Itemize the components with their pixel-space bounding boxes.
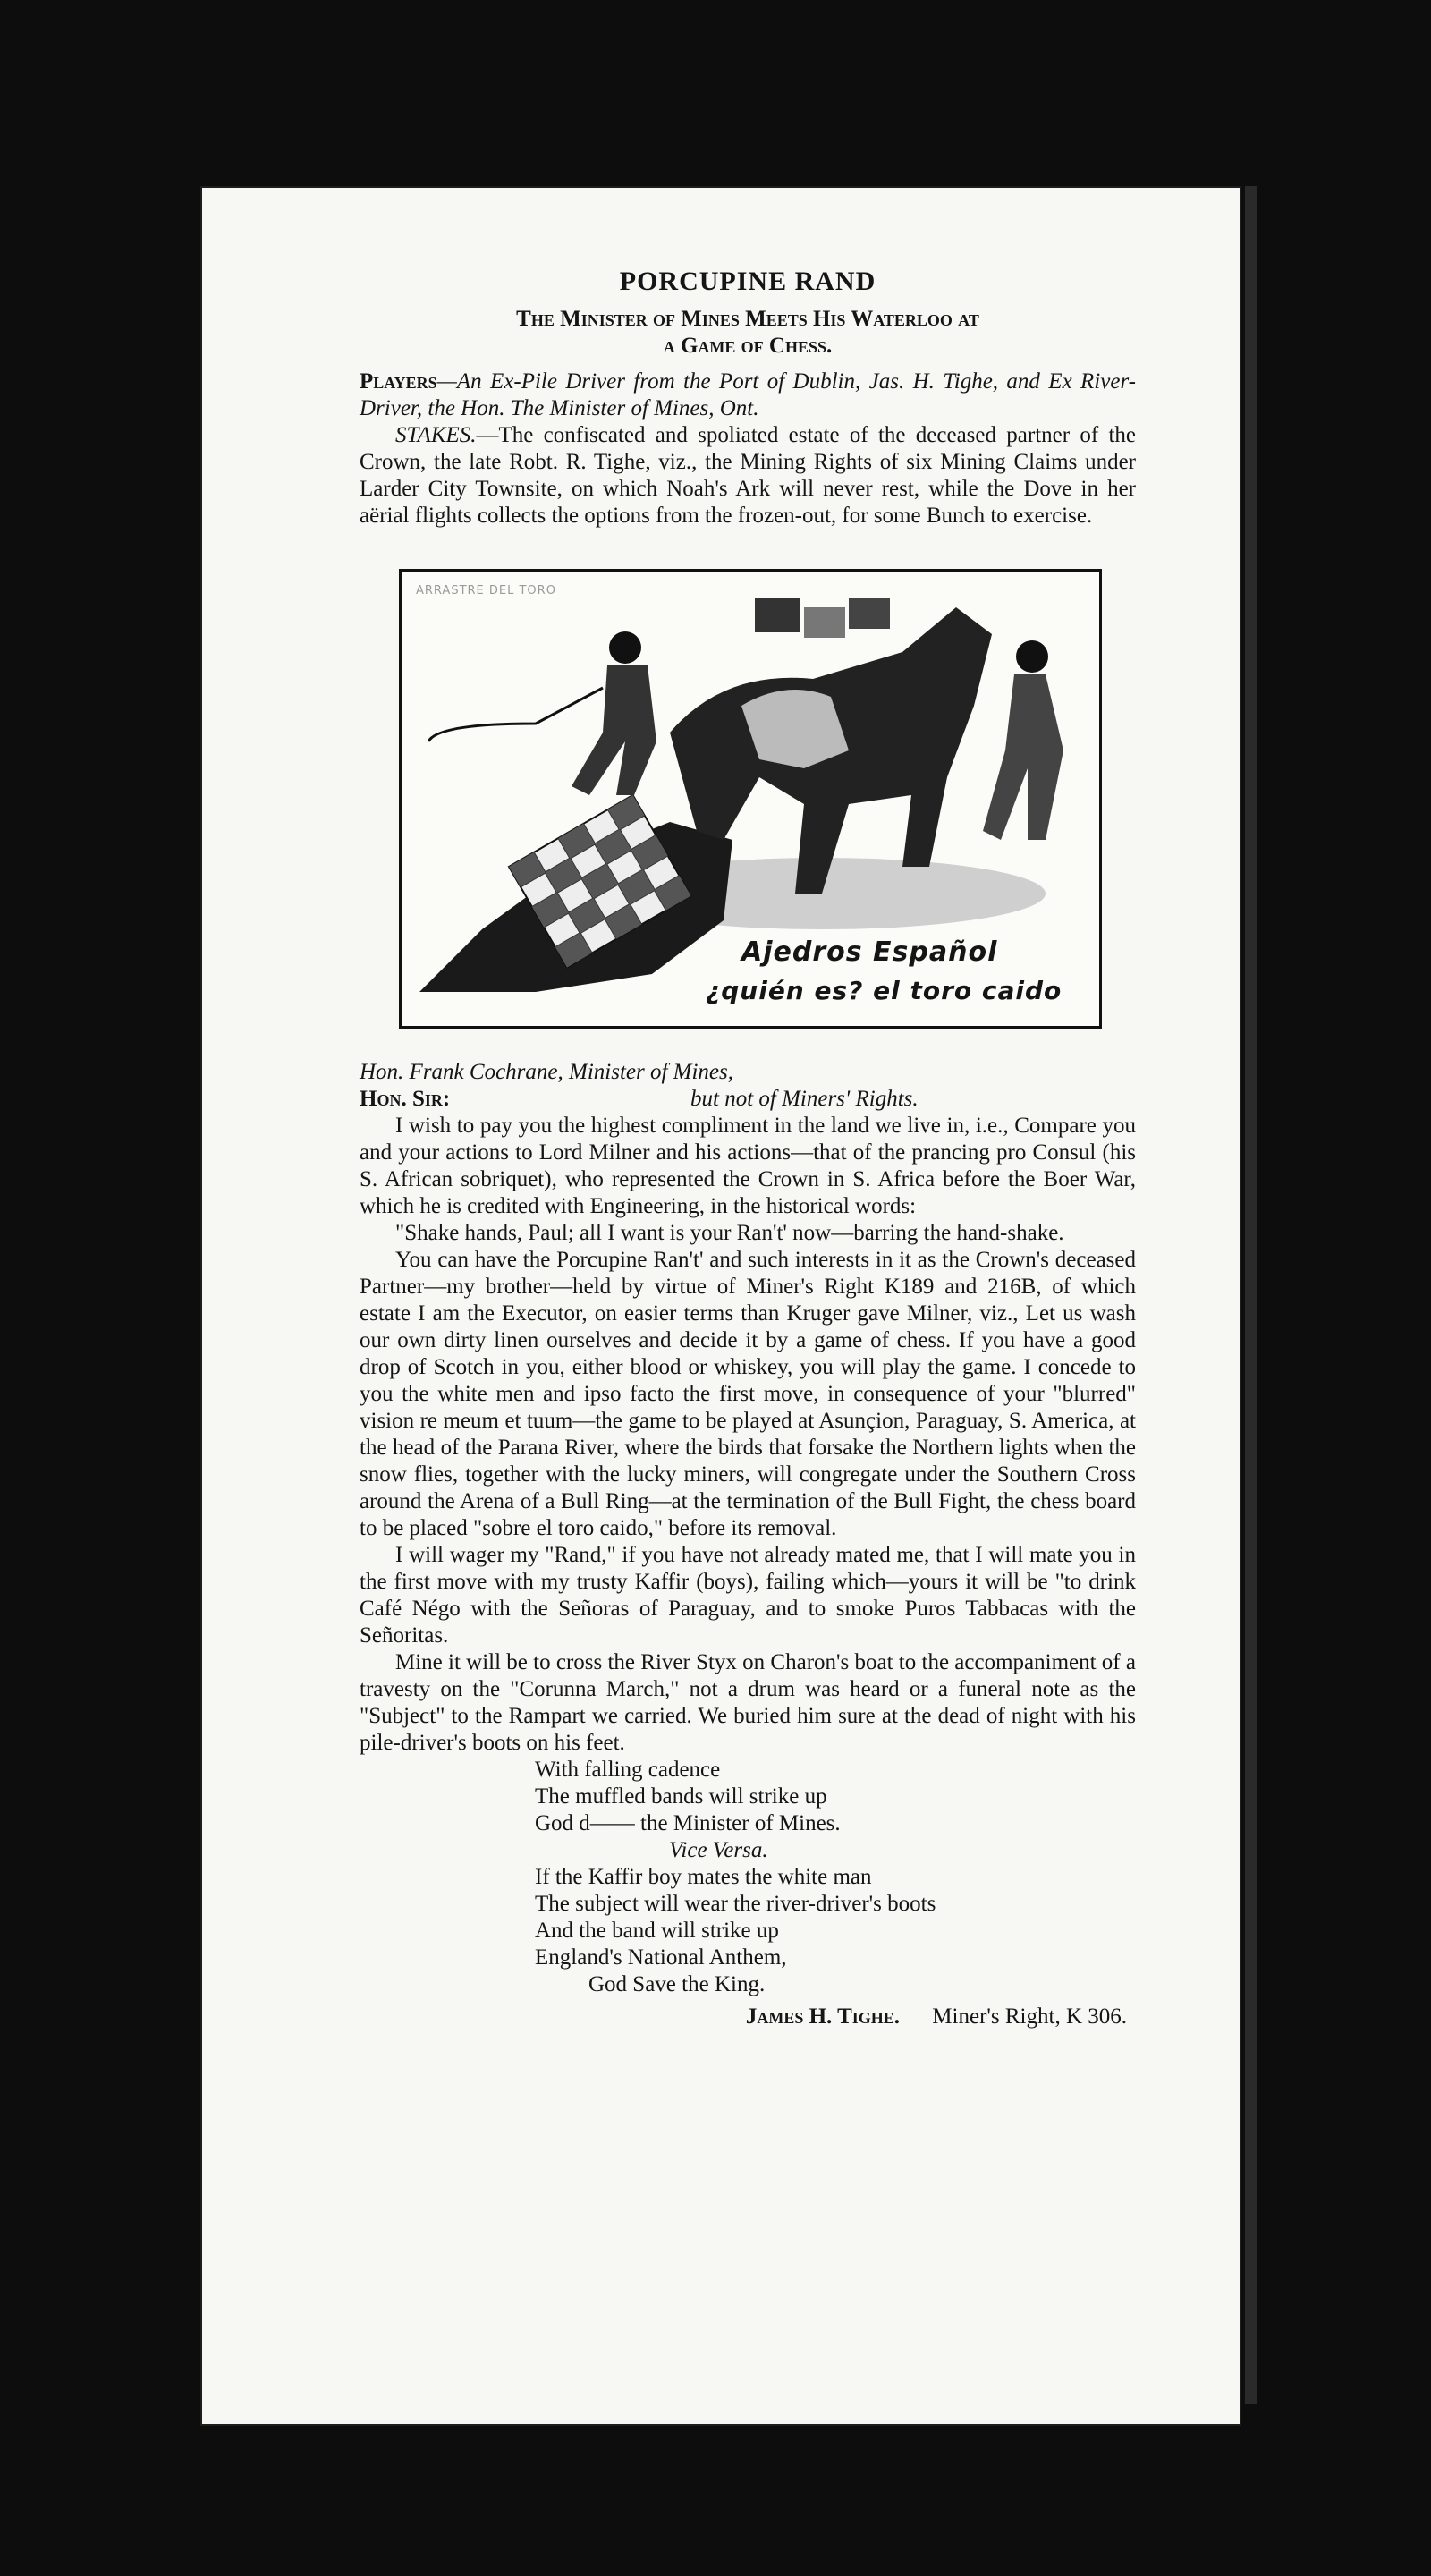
letter-body: [360, 1059, 1136, 2030]
letter-paragraph-4: I will wager my "Rand," if you have not already mated me, that I will mate you in the first move with my trusty Kaffir (boys), failing which—yours it will be "to drink Café Négo with the Señoras of Paraguay, and to smoke Puros Tabbacas with the Señoritas.: [360, 1543, 1136, 1648]
stakes-paragraph: [360, 422, 1136, 530]
addressee-text: Hon. Frank Cochrane, Minister of Mines,: [360, 1060, 734, 1084]
salutation: Hon. Sir:: [360, 1087, 451, 1111]
vice-versa: [669, 1837, 1136, 1864]
letter-addressee: [360, 1059, 1136, 1086]
signature-name: James H. Tighe.: [745, 2004, 901, 2029]
letter-paragraph-2: "Shake hands, Paul; all I want is your Ran't' now—barring the hand-shake.: [395, 1221, 1064, 1245]
flag-2: [804, 607, 845, 638]
document-page: [202, 188, 1240, 2424]
signature-miners-right: Miner's Right, K 306.: [932, 2004, 1127, 2029]
verse2-line-1: If the Kaffir boy mates the white man: [535, 1865, 872, 1889]
subtitle-line-2: a Game of Chess.: [663, 334, 833, 358]
letter-paragraph-3: You can have the Porcupine Ran't' and such interests in it as the Crown's deceased Partner—my brother—held by virtue of Miner's Right K189 and 216B, of which estate I am the Executor, on easier terms than Kruger gave Milner, viz., Let us wash our own dirty linen ourselves and decide it by a game of chess. If you have a good drop of Scotch in you, either blood or whiskey, you will play the game. I concede to you the white men and ipso facto the first move, in consequence of your "blurred" vision re meum et tuum—the game to be played at Asunçion, Paraguay, S. America, at the head of the Parana River, where the birds that forsake the Northern lights when the snow flies, together with the lucky miners, will congregate under the Southern Cross around the Arena of a Bull Ring—at the termination of the Bull Fight, the chess board to be placed "sobre el toro caido," before its removal.: [360, 1248, 1136, 1540]
salutation-tail: [690, 1086, 919, 1113]
verse-line-3: God d—— the Minister of Mines.: [535, 1811, 841, 1835]
players-text: —An Ex-Pile Driver from the Port of Dublin, Jas. H. Tighe, and Ex River-Driver, the Hon. The Minister of Mines, Ont.: [360, 369, 1136, 420]
flag-3: [849, 598, 890, 629]
driver-head: [609, 631, 641, 664]
closing-line: God Save the King.: [588, 1972, 766, 1996]
signature: [360, 2004, 1136, 2030]
letter-paragraph-1: I wish to pay you the highest compliment in the land we live in, i.e., Compare you and your actions to Lord Milner and his actions—that of the prancing pro Consul (his S. African sobriquet), who represented the Crown in S. Africa before the Boer War, which he is credited with Engineering, in the historical words:: [360, 1114, 1136, 1218]
verse-line-1: With falling cadence: [535, 1758, 721, 1782]
verse-block: [535, 1757, 1136, 1998]
illustration-caption-1: Ajedros Español: [741, 936, 998, 968]
page-title: PORCUPINE RAND: [619, 267, 876, 296]
bullfight-illustration: [399, 569, 1102, 1029]
book-spine-edge: [1245, 186, 1257, 2404]
whip: [428, 688, 603, 741]
driver-figure: [572, 665, 656, 795]
page-content: [360, 267, 1136, 2030]
verse2-line-4: England's National Anthem,: [535, 1945, 787, 1970]
illustration-caption-2: ¿quién es? el toro caido: [706, 976, 1063, 1005]
vice-versa-text: Vice Versa.: [669, 1838, 768, 1862]
letter-paragraph-5: Mine it will be to cross the River Styx on Charon's boat to the accompaniment of a travesty on the "Corunna March," not a drum was heard or a funeral note as the "Subject" to the Rampart we carried. We buried him sure at the dead of night with his pile-driver's boots on his feet.: [360, 1650, 1136, 1755]
salutation-row: [360, 1086, 1136, 1113]
verse-line-2: The muffled bands will strike up: [535, 1784, 827, 1809]
verse2-line-2: The subject will wear the river-driver's boots: [535, 1892, 936, 1916]
runner-figure: [983, 674, 1063, 840]
runner-head: [1016, 640, 1048, 673]
players-paragraph: [360, 369, 1136, 422]
verse2-line-3: And the band will strike up: [535, 1919, 779, 1943]
players-label: Players: [360, 369, 437, 394]
salutation-tail-text: but not of Miners' Rights.: [690, 1087, 919, 1111]
subtitle-line-1: The Minister of Mines Meets His Waterloo at: [516, 307, 979, 331]
stakes-label: STAKES.: [395, 423, 477, 447]
flag-1: [755, 598, 800, 632]
illustration-corner-label: ARRASTRE DEL TORO: [416, 584, 556, 597]
stakes-text: —The confiscated and spoliated estate of the deceased partner of the Crown, the late Robt. R. Tighe, viz., the Mining Rights of six Mining Claims under Larder City Townsite, on which Noah's Ark will never rest, while the Dove in her aërial flights collects the options from the frozen-out, for some Bunch to exercise.: [360, 423, 1136, 528]
